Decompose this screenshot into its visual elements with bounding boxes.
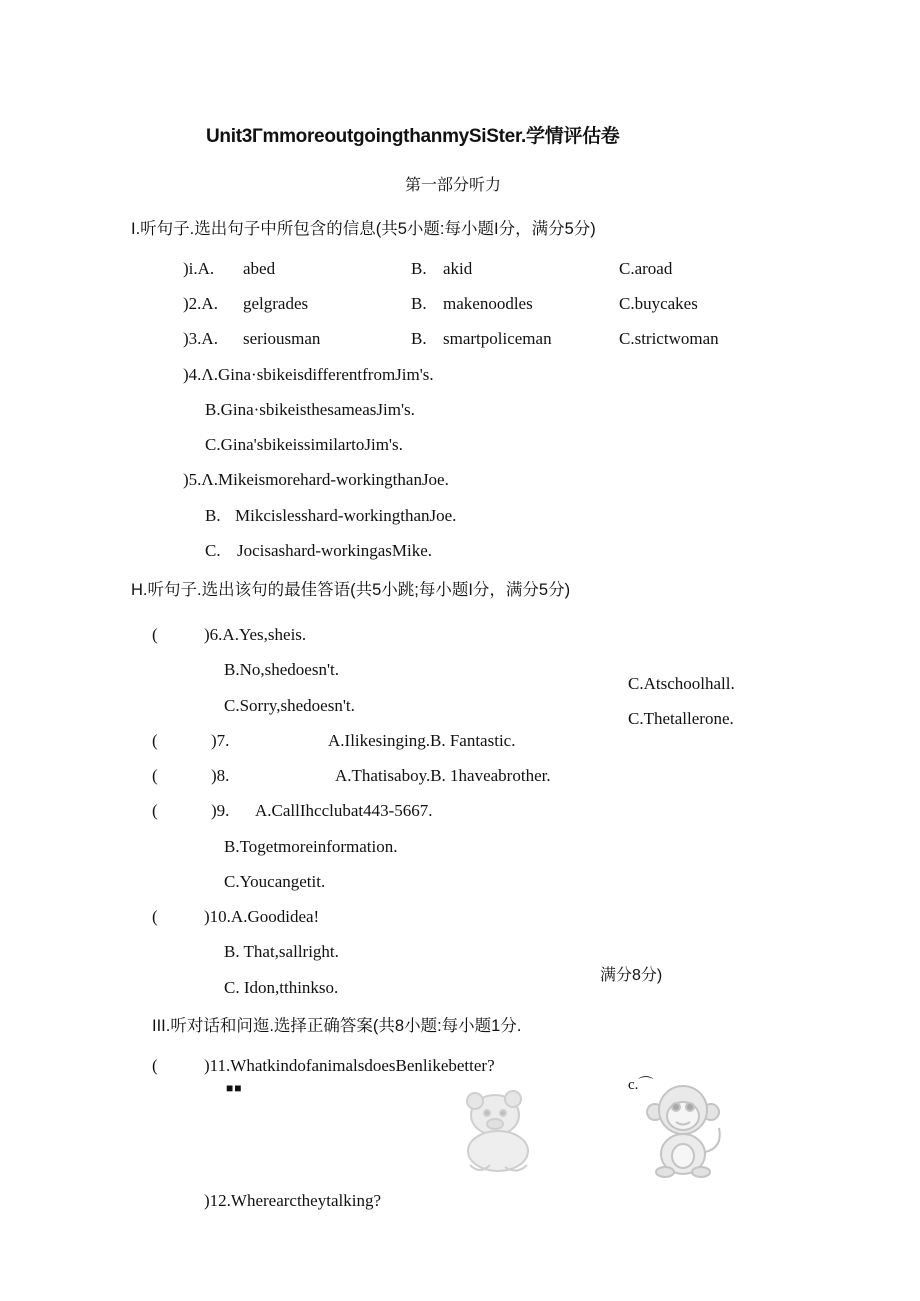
option-b-label: B. (205, 506, 221, 525)
question-text: )12.Wherearctheytalking? (204, 1191, 381, 1210)
option-b-label: B. (411, 259, 427, 278)
option-c: C.Gina'sbikeissimilartoJim's. (205, 435, 403, 454)
option-a: gelgrades (243, 294, 309, 313)
option-b: smartpoliceman (443, 329, 552, 348)
option-b: Mikcislesshard-workingthanJoe. (235, 506, 457, 525)
option-c: C.Sorry,shedoesn't. (224, 696, 355, 715)
animal-picture-b (450, 1085, 545, 1177)
option-b: B.Gina·sbikeisthesameasJim's. (205, 400, 415, 419)
options-ab: A.Thatisaboy.B. 1haveabrother. (335, 766, 551, 785)
option-a: )4.Λ.Gina·sbikeisdifferentfromJim's. (183, 365, 434, 384)
answer-paren: ( (152, 625, 158, 644)
answer-paren: ( (152, 731, 158, 750)
question-text: )11.WhatkindofanimalsdoesBenlikebetter? (204, 1056, 495, 1075)
page-title: Unit3ГmmoreoutgoingthanmySiSter.学情评估卷 (206, 126, 620, 147)
question-number: )7. (211, 731, 230, 750)
question-number: )2.A. (183, 294, 218, 313)
answer-paren: ( (152, 1056, 158, 1075)
option-c: C. Idon,tthinkso. (224, 978, 339, 997)
option-a: )10.A.Goodidea! (204, 907, 320, 926)
question-number: )9. (211, 801, 230, 820)
option-c-label: C. (205, 541, 221, 560)
options-ab: A.Ilikesinging.B. Fantastic. (328, 731, 516, 750)
option-c: C.strictwoman (619, 329, 719, 348)
section-1-heading: I.听句子.选出句子中所包含的信息(共5小题:每小题I分，满分5分) (131, 220, 596, 238)
section-2-heading: H.听句子.选出该句的最佳答语(共5小跳;每小题I分，满分5分) (131, 581, 571, 599)
question-number: )8. (211, 766, 230, 785)
option-a: )6.A.Yes,sheis. (204, 625, 307, 644)
option-a: )5.Λ.Mikeismorehard-workingthanJoe. (183, 470, 449, 489)
option-c: Jocisashard-workingasMike. (237, 541, 432, 560)
answer-paren: ( (152, 766, 158, 785)
option-c-label: c.⌒ (628, 1077, 654, 1093)
option-a: A.CallIhcclubat443-5667. (255, 801, 433, 820)
option-b: akid (443, 259, 473, 278)
option-c: C.buycakes (619, 294, 698, 313)
option-b-label: B. (411, 329, 427, 348)
option-b: B.No,shedoesn't. (224, 660, 339, 679)
option-b: B.Togetmoreinformation. (224, 837, 398, 856)
option-b: B. That,sallright. (224, 942, 339, 961)
monkey-picture-c (643, 1082, 728, 1180)
question-number: )3.A. (183, 329, 218, 348)
question-number: )i.A. (183, 259, 215, 278)
option-c: C.Youcangetit. (224, 872, 326, 891)
option-c: C.Thetallerone. (628, 709, 734, 728)
option-a: abed (243, 259, 276, 278)
option-a-marks: ■■ (226, 1081, 243, 1095)
option-c: C.aroad (619, 259, 673, 278)
section-3-heading-tail: 满分8分) (600, 967, 663, 984)
section-3-heading: III.听对话和问迤.选择正确答案(共8小题:每小题1分. (152, 1017, 522, 1035)
option-b: makenoodles (443, 294, 533, 313)
option-c: C.Atschoolhall. (628, 674, 735, 693)
answer-paren: ( (152, 907, 158, 926)
option-a: seriousman (243, 329, 321, 348)
part-title: 第一部分听力 (405, 177, 502, 194)
answer-paren: ( (152, 801, 158, 820)
option-b-label: B. (411, 294, 427, 313)
